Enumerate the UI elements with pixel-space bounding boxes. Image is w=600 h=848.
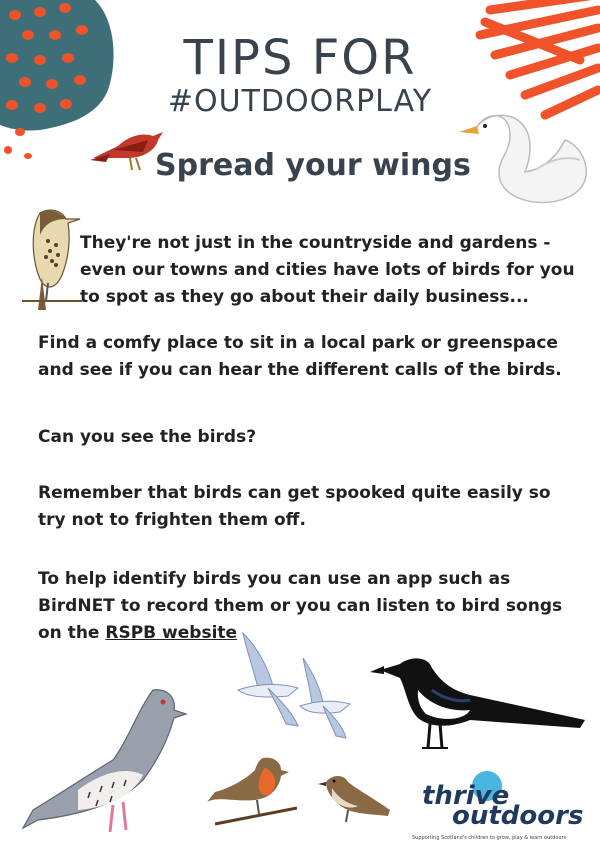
question-paragraph: Can you see the birds? xyxy=(38,427,257,447)
seagulls-icon xyxy=(228,628,358,743)
sparrow-icon xyxy=(318,770,398,830)
rspb-website-link[interactable]: RSPB website xyxy=(105,623,238,643)
thrush-icon xyxy=(22,205,82,315)
park-paragraph: Find a comfy place to sit in a local park or greenspace and see if you can hear the different calls of the birds. xyxy=(38,333,562,380)
identify-text: To help identify birds you can use an app such as BirdNET to record them or you can listen to bird songs on the xyxy=(38,569,563,643)
thrive-outdoors-logo xyxy=(412,775,592,845)
magpie-icon xyxy=(370,650,590,760)
logo-word-thrive: thrive xyxy=(422,781,510,811)
swan-icon xyxy=(455,100,595,220)
hashtag-title: #OUTDOORPLAY xyxy=(167,84,433,119)
robin-icon xyxy=(205,752,300,827)
logo-tagline: Supporting Scotland's children to grow, play & learn outdoors xyxy=(412,835,567,841)
reminder-paragraph: Remember that birds can get spooked quite easily so try not to frighten them off. xyxy=(38,483,551,530)
pigeon-icon xyxy=(18,680,188,840)
page-title: TIPS FOR xyxy=(183,30,417,86)
intro-paragraph: They're not just in the countryside and gardens - even our towns and cities have lots of birds for you to spot as they go about their daily business... xyxy=(80,233,575,307)
subtitle: Spread your wings xyxy=(155,148,471,183)
logo-word-outdoors: outdoors xyxy=(452,801,584,831)
